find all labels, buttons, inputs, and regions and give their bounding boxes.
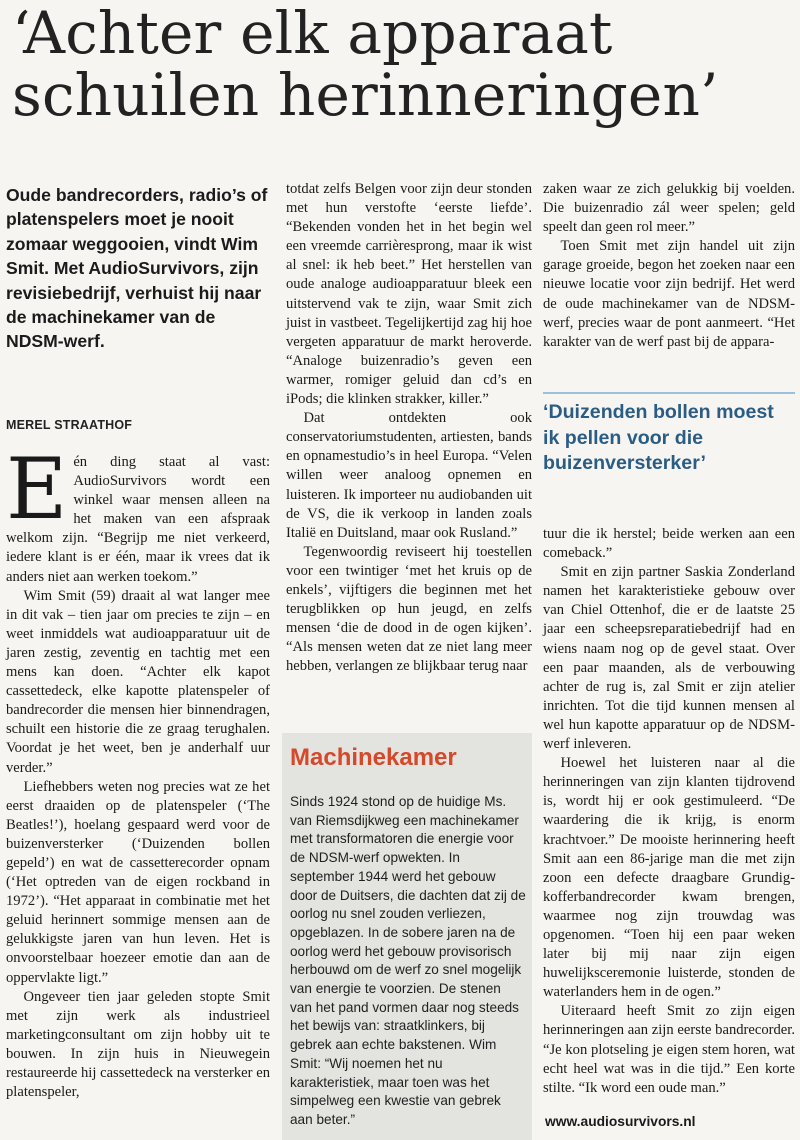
pull-quote: ‘Duizenden bollen moest ik pellen voor die buizenversterker’ <box>543 392 795 477</box>
paragraph: Smit en zijn partner Saskia Zonderland namen het karakteristieke gebouw over van Chiel Ottenhof, die er de laatste 25 jaar een scheepsreparatiebedrijf had en wiens naam nog op de gevel staat. Over een paar maanden, als de verbouwing achter de rug is, zal Smit er zijn atelier inrichten. Tot die tijd kunnen mensen al wel hun kapotte apparatuur op de NDSM-werf inleveren. <box>543 564 795 753</box>
column-3-top <box>543 180 795 352</box>
paragraph: totdat zelfs Belgen voor zijn deur stonden met hun verstofte ‘eerste liefde’. “Bekenden vonden het in het begin wel een vreemde carrièresprong, maar ik wist al snel: ik heb beet.” Het herstellen van oude analoge audioapparatuur bleek een uitstervend vak te zijn, waar Smit zich juist in vastbeet. Tegelijkertijd zag hij hoe vergeten apparatuur de markt heroverde. “Analoge buizenradio’s geven een warmer, romiger geluid dan cd’s en iPods; die klinken strakker, killer.” <box>286 181 532 408</box>
website-link[interactable]: www.audiosurvivors.nl <box>545 1114 696 1129</box>
paragraph: Wim Smit (59) draait al wat langer mee in dit vak – tien jaar om precies te zijn – en weet inmiddels wat audioapparatuur uit de jaren zestig, zeventig en tachtig met een mens kan doen. “Achter elk kapot cassettedeck, elke kapotte platenspeler of bandrecorder die mensen hier binnendragen, schuilt een historie die ze graag terughalen. Voordat je het weet, ben je anderhalf uur verder.” <box>6 587 270 776</box>
paragraph: tuur die ik herstel; beide werken aan een comeback.” <box>543 526 795 562</box>
headline-line-2: schuilen herinneringen’ <box>12 61 719 129</box>
sidebar-box-title: Machinekamer <box>290 744 457 771</box>
column-2 <box>286 180 532 676</box>
paragraph: Tegenwoordig reviseert hij toestellen voor een twintiger ‘met het kruis op de enkels’, vijftigers die beginnen met het terugblikken op hun jeugd, en zelfs mensen ‘die de dood in de ogen kijken’. “Als mensen weten dat ze niet lang meer hebben, verlangen ze blijkbaar terug naar <box>286 543 532 675</box>
sidebar-box-text: Sinds 1924 stond op de huidige Ms. van Riemsdijkweg een machinekamer met transformatoren die energie voor de NDSM-werf opwekten. In september 1944 werd het gebouw door de Duitsers, die dachten dat zij de oorlog nu snel zouden verliezen, opgeblazen. In de sobere jaren na de oorlog werd het gebouw provisorisch herbouwd om de werf zo snel mogelijk van energie te voorzien. De stenen van het pand vormen daar nog steeds het bewijs van: straatklinkers, bij gebrek aan echte bakstenen. Wim Smit: “Wij noemen het nu karakteristiek, maar toen was het simpelweg een kwestie van gebrek aan beter.” <box>290 794 526 1127</box>
paragraph: Toen Smit met zijn handel uit zijn garage groeide, begon het zoeken naar een nieuwe locatie voor zijn bedrijf. Het werd de oude machinekamer van de NDSM-werf, precies waar de pont aanmeert. “Het karakter van de werf past bij de appara- <box>543 238 795 350</box>
column-3-bottom <box>543 525 795 1098</box>
headline <box>12 0 792 129</box>
paragraph: Hoewel het luisteren naar al die herinneringen van zijn klanten tijdrovend is, wordt hij er ook gestimuleerd. “De waardering die ik krijg, is enorm krachtvoer.” De mooiste herinnering heeft Smit aan een 86-jarige man die met zijn zoon een defecte draagbare Grundig-kofferbandrecorder kwam brengen, waarmee nog zijn trouwdag was opgenomen. “Toen hij een paar weken later bij mij naar zijn eigen huwelijksceremonie luisterde, stonden de waterlanders hem in de ogen.” <box>543 755 795 1001</box>
paragraph: Uiteraard heeft Smit zo zijn eigen herinneringen aan zijn eerste bandrecorder. “Je kon plotseling je eigen stem horen, wat echt heel wat was in die tijd.” Een korte stilte. “Ik word een oude man.” <box>543 1003 795 1096</box>
paragraph: Ongeveer tien jaar geleden stopte Smit met zijn werk als industrieel marketingconsultant om zijn hobby uit te bouwen. In zijn huis in Nieuwegein restaureerde hij cassettedeck na versterker en platenspeler, <box>6 988 270 1101</box>
opening-text: én ding staat al vast: AudioSurvivors wordt een winkel waar mensen alleen na het maken van een afspraak welkom zijn. “Begrijp me niet verkeerd, iedere klant is er één, maar ik vrees dat ik anders niet aan werken toekom.” <box>6 454 270 585</box>
drop-cap: E <box>6 440 68 538</box>
paragraph: Dat ontdekten ook conservatoriumstudenten, artiesten, bands en opnamestudio’s in heel Europa. “Velen willen weer analoog opnemen en luisteren. Ik importeer nu audiobanden uit de VS, die ik verkoop in landen zoals Italië en Duitsland, maar ook Rusland.” <box>286 410 532 541</box>
paragraph: Liefhebbers weten nog precies wat ze het eerst draaiden op de platenspeler (‘The Beatles!’), hoelang gespaard werd voor de buizenversterker (‘Duizenden bollen gepeld’) en wat de cassetterecorder opnam (‘Het optreden van de eigen rockband in 1972’). “Het apparaat in combinatie met het geluid herinnert sommige mensen aan de gelukkigste jaren van hun leven. Het is onvoorstelbaar hoezeer emotie dan aan de oppervlakte ligt.” <box>6 778 270 986</box>
paragraph: zaken waar ze zich gelukkig bij voelden. Die buizenradio zál weer spelen; geld speelt dan geen rol meer.” <box>543 181 795 236</box>
opening-paragraph <box>6 440 270 587</box>
column-1 <box>6 440 270 1102</box>
byline: MEREL STRAATHOF <box>6 418 133 432</box>
headline-line-1: ‘Achter elk apparaat <box>12 0 613 67</box>
lead-paragraph: Oude bandrecorders, radio’s of platenspelers moet je nooit zomaar weggooien, vindt Wim Smit. Met AudioSurvivors, zijn revisiebedrijf, verhuist hij naar de machinekamer van de NDSM-werf. <box>6 185 268 352</box>
